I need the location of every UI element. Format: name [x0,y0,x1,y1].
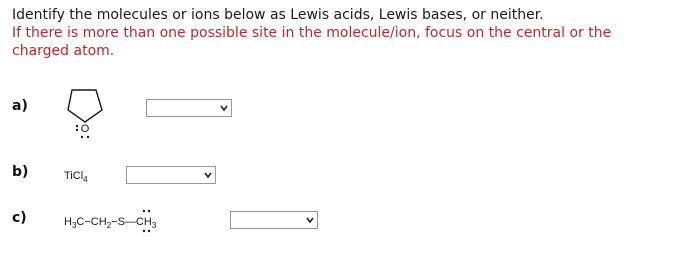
instruction-text: Identify the molecules or ions below as Lewis acids, Lewis bases, or neither. [12,7,544,23]
chevron-down-icon [306,216,314,224]
chevron-down-icon [204,171,212,179]
item-a-label: a) [12,98,28,114]
item-a-select[interactable] [146,99,232,117]
item-b-label: b) [12,164,29,180]
item-c-select[interactable] [230,211,318,229]
sulfur-atom: S [117,216,125,228]
lone-pair-dots [140,206,154,234]
question-prompt [12,6,672,60]
oxygen-atom [81,123,90,135]
svg-text:O: O [80,123,90,135]
item-b-select[interactable] [126,166,216,184]
cyclic-ether-structure-icon [60,82,110,144]
item-c-formula: $H_3C-CH_2-S—CH_3$ [64,216,157,231]
instruction-note: If there is more than one possible site in the molecule/ion, focus on the central or the charged atom. [12,25,612,59]
item-c-label: c) [12,210,27,226]
chevron-down-icon [220,104,228,112]
item-b-formula: TiCl$_4$ [64,170,88,185]
